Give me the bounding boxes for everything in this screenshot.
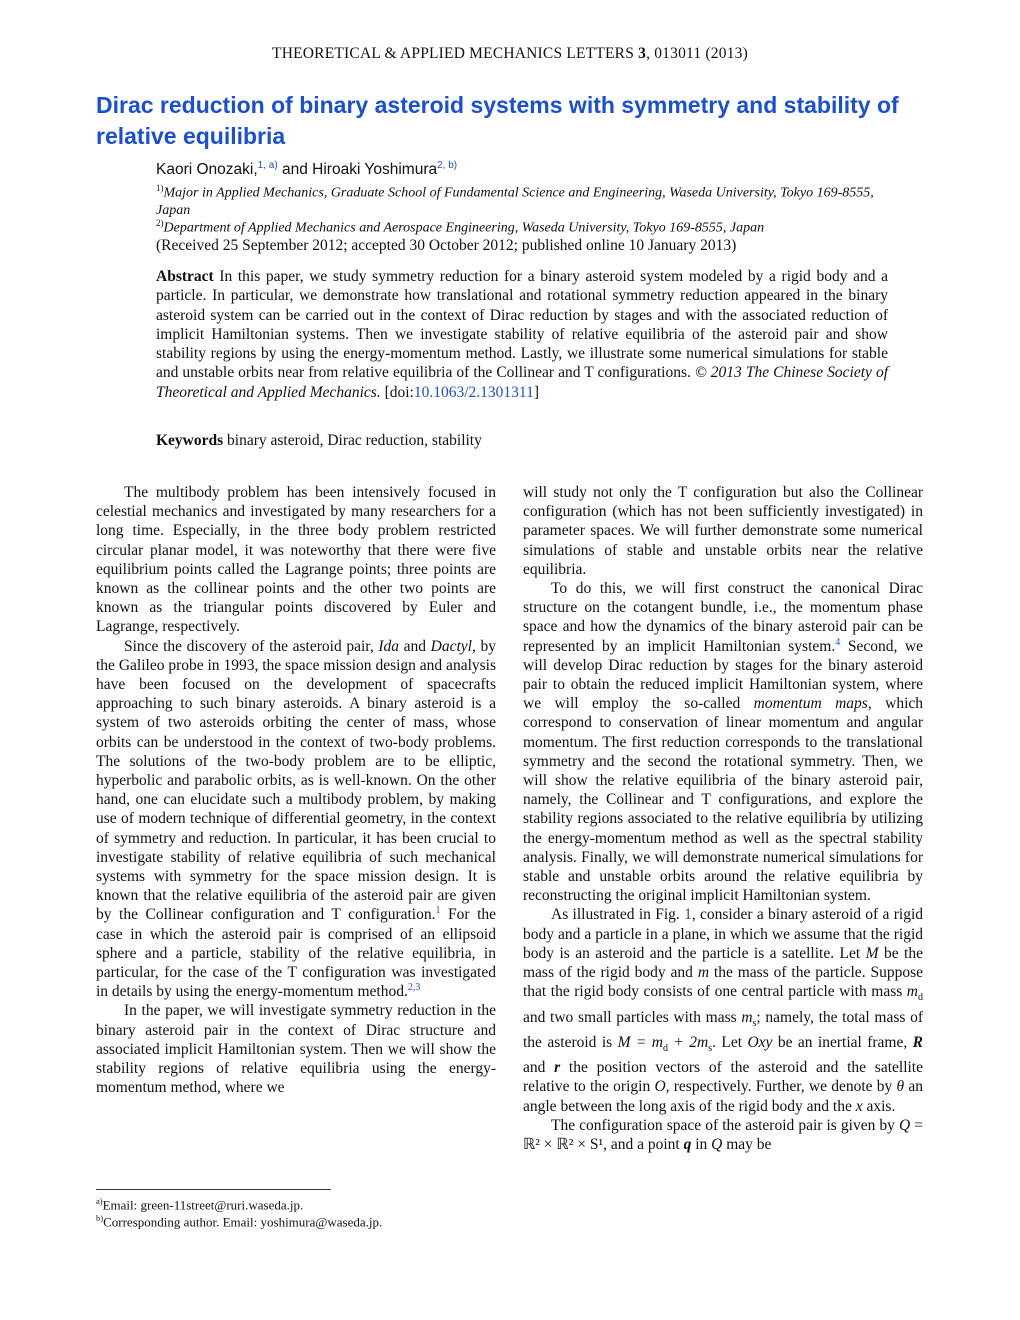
right-p3-text-g: . Let [712, 1033, 748, 1051]
right-column [523, 483, 923, 1154]
dactyl-name: Dactyl [430, 637, 472, 655]
right-p4-in: in [691, 1135, 712, 1153]
symbol-md-sub: d [918, 992, 923, 1004]
right-p3-text-e: and two small particles with mass [523, 1008, 742, 1026]
left-column [96, 483, 496, 1098]
left-p2-text-c: For the case in which the asteroid pair is comprised of an ellipsoid sphere and a particle, stability of the relative equilibria, in particular, for the case of the T configuration was investigated in details by using the energy-momentum method. [96, 906, 496, 1001]
mass-equation-mid: + 2m [667, 1033, 709, 1051]
symbol-r: r [554, 1059, 561, 1077]
journal-name: THEORETICAL & APPLIED MECHANICS LETTERS [272, 45, 635, 62]
author-2: Hiroaki Yoshimura [312, 161, 438, 179]
right-p3-text-j: , respectively. Further, we denote by [665, 1078, 897, 1096]
citation-4[interactable]: 4 [835, 636, 841, 648]
symbol-q: q [683, 1135, 692, 1153]
right-p2-text-b: Second, we will develop Dirac reduction by stages for the binary asteroid pair to obtain the reduced implicit Hamiltonian system, where we will employ the so-called [523, 637, 924, 713]
left-paragraph-3: In the paper, we will investigate symmetry reduction in the binary asteroid pair in the context of Dirac structure and associated implicit Hamiltonian system. Then we will show the stability regions of relative equilibria using the energy-momentum method, where we [96, 1002, 496, 1097]
left-p2-and: and [399, 637, 431, 655]
keywords-label: Keywords [156, 432, 224, 449]
config-space-equation: = ℝ² × ℝ² × S¹ [523, 1116, 923, 1153]
mass-equation-sub-s: s [708, 1042, 713, 1054]
symbol-m: m [697, 964, 710, 982]
mass-equation-sub-d: d [662, 1042, 668, 1054]
symbol-theta: θ [896, 1078, 905, 1096]
right-p3-text-c: be the mass of the rigid body and [523, 944, 923, 982]
left-paragraph-1: The multibody problem has been intensively focused in celestial mechanics and investigated by many researchers for a long time. Especially, in the three body problem restricted circular planar model, it was noteworthy that there were five equilibrium points called the Lagrange points; three points are known as the collinear points and the other two points are known as the triangular points discovered by Euler and Lagrange, respectively. [96, 484, 496, 636]
left-p2-text-b: , by the Galileo probe in 1993, the space mission design and analysis have been focused on the development of spacecrafts approaching to such binary asteroids. A binary asteroid is a system of two asteroids orbiting the center of mass, whose orbits can be understood in the context of two-body problems. The solutions of the two-body problem are to be elliptic, hyperbolic and parabolic orbits, as is well-known. On the other hand, one can elucidate such a multibody problem, by making use of modern technique of differential geometry, in the context of symmetry and reduction. In particular, it has been crucial to investigate stability of relative equilibria of such mechanical systems with symmetry for the space mission design. It is known that the relative equilibria of the asteroid pair are given by the Collinear configuration and T configuration. [96, 637, 496, 924]
right-paragraph-2 [523, 579, 923, 905]
left-p2-text-a: Since the discovery of the asteroid pair, [124, 637, 379, 655]
doi-suffix: ] [533, 383, 540, 401]
mass-equation: M = m [617, 1033, 663, 1051]
momentum-maps-term: momentum maps [753, 695, 868, 713]
journal-article: , 013011 (2013) [646, 45, 748, 62]
abstract [156, 267, 888, 402]
affiliation-1-number: 1) [156, 183, 164, 193]
ida-name: Ida [378, 637, 399, 655]
right-p3-text-i: the position vectors of the asteroid and the satellite relative to the origin [523, 1059, 923, 1096]
journal-header [0, 45, 1020, 63]
right-paragraph-3 [523, 905, 923, 1115]
figure-1-link[interactable]: 1 [684, 906, 692, 924]
right-p3-text-f: ; namely, the total mass of the asteroid is [523, 1008, 923, 1051]
right-p3-text-h: be an inertial frame, [772, 1033, 913, 1051]
footnote-b-text: Corresponding author. Email: yoshimura@waseda.jp. [103, 1214, 383, 1230]
right-p3-text-l: axis. [862, 1097, 896, 1115]
author-1: Kaori Onozaki, [156, 161, 258, 179]
citation-2-3[interactable]: 2,3 [407, 982, 421, 994]
symbol-x: x [855, 1097, 863, 1115]
right-p2-text-c: , which correspond to conservation of linear momentum and angular momentum. The first reduction corresponds to the translational symmetry and the second the rotational symmetry. Then, we will show the relative equilibria of the binary asteroid pair, namely, the Collinear and T configurations, and explore the stability regions associated to the relative equilibria by utilizing the energy-momentum method as well as the spectral stability analysis. Finally, we will demonstrate numerical simulations for stable and unstable orbits around the relative equilibria by reconstructing the original implicit Hamiltonian system. [523, 695, 924, 905]
footnote-a-mark: a) [96, 1196, 103, 1206]
author-list [156, 160, 457, 179]
right-paragraph-4 [523, 1116, 923, 1154]
footnote-b [96, 1213, 382, 1230]
doi-link[interactable]: 10.1063/2.1301311 [413, 383, 534, 401]
right-paragraph-1: will study not only the T configuration but also the Collinear configuration (which has not been sufficiently investigated) in parameter spaces. We will further demonstrate some numerical simulations of stable and unstable orbits near the relative equilibria. [523, 484, 923, 578]
affiliation-1-text: Major in Applied Mechanics, Graduate School of Fundamental Science and Engineering, Waseda University, Tokyo 169-8555, Japan [156, 185, 874, 218]
left-paragraph-2 [96, 637, 496, 1002]
affiliation-2 [156, 215, 901, 237]
citation-1[interactable]: 1 [435, 905, 441, 917]
keywords [156, 432, 482, 450]
symbol-M: M [865, 944, 879, 962]
symbol-md: m [906, 983, 918, 1001]
symbol-R: R [912, 1033, 923, 1051]
right-p4-text-a: The configuration space of the asteroid pair is given by [551, 1116, 899, 1134]
footnote-rule [96, 1189, 331, 1190]
abstract-label: Abstract [156, 268, 214, 285]
footnote-b-mark: b) [96, 1213, 104, 1223]
affiliation-2-text: Department of Applied Mechanics and Aerospace Engineering, Waseda University, Tokyo 169-8555, Japan [163, 220, 765, 236]
footnote-a-text: Email: green-11street@ruri.waseda.jp. [102, 1197, 304, 1213]
affiliation-1 [156, 180, 901, 219]
right-p3-and: and [523, 1059, 555, 1077]
symbol-Q: Q [898, 1116, 911, 1134]
copyright-notice: © 2013 The Chinese Society of Theoretical and Applied Mechanics. [156, 364, 888, 401]
right-p3-text-k: an angle between the long axis of the rigid body and the [523, 1078, 923, 1115]
symbol-O: O [654, 1078, 666, 1096]
abstract-text: In this paper, we study symmetry reduction for a binary asteroid system modeled by a rigid body and a particle. In particular, we demonstrate how translational and rotational symmetry reduction appeared in the binary asteroid system can be carried out in the context of Dirac reduction by stages and with the associated reduction of implicit Hamiltonian systems. Then we investigate stability of relative equilibria of the asteroid pair and show stability regions by using the energy-momentum method. Lastly, we illustrate some numerical simulations for stable and unstable orbits near from relative equilibria of the Collinear and T configurations. [156, 268, 888, 382]
right-p4-text-c: may be [722, 1135, 772, 1153]
author-2-mark[interactable]: 2, b) [437, 160, 458, 171]
journal-volume: 3 [638, 45, 647, 62]
symbol-ms: m [741, 1008, 753, 1026]
author-1-mark[interactable]: 1, a) [257, 160, 278, 171]
symbol-ms-sub: s [752, 1017, 757, 1029]
paper-title: Dirac reduction of binary asteroid systems with symmetry and stability of relative equilibria [96, 92, 899, 149]
keywords-text: binary asteroid, Dirac reduction, stability [227, 432, 482, 449]
right-p3-text-b: , consider a binary asteroid of a rigid body and a particle in a plane, in which we assume that the rigid body is an asteroid and the particle is a satellite. Let [523, 906, 923, 962]
footnote-a [96, 1196, 303, 1213]
doi-prefix: [doi: [384, 383, 414, 401]
right-p4-text-b: , and a point [603, 1135, 684, 1153]
affiliation-2-number: 2) [156, 218, 164, 228]
author-conjunction: and [277, 161, 313, 179]
symbol-Q-2: Q [711, 1135, 723, 1153]
symbol-Oxy: Oxy [747, 1033, 773, 1051]
right-p3-text-d: the mass of the particle. Suppose that the rigid body consists of one central particle with mass [523, 964, 923, 1001]
right-p2-text-a: To do this, we will first construct the canonical Dirac structure on the cotangent bundle, i.e., the momentum phase space and how the dynamics of the binary asteroid pair can be represented by an implicit Hamiltonian system. [523, 580, 923, 655]
right-p3-text-a: As illustrated in Fig. [551, 906, 685, 924]
received-dates: (Received 25 September 2012; accepted 30 October 2012; published online 10 January 2013) [156, 237, 737, 254]
